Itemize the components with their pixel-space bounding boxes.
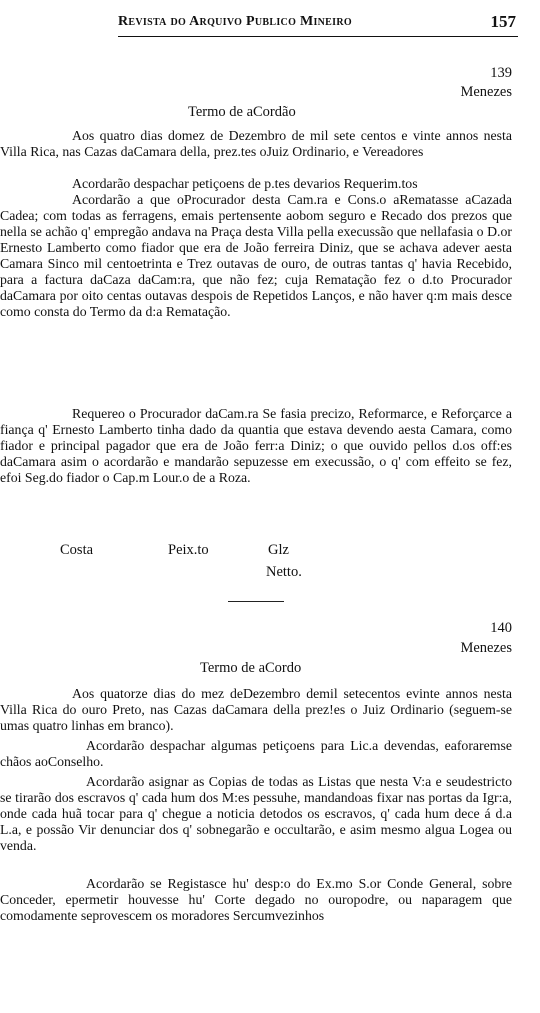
running-title: Revista do Arquivo Publico Mineiro [118,14,352,29]
paragraph [0,686,512,734]
paragraph-text: Acordarão se Registasce hu' desp:o do Ex.mo S.or Conde General, sobre Conceder, epermetir houvesse hu' Corte degado no ouropodre, ou naparagem que comodamente seprovescem os moradores Sercumvezinhos [0,876,512,923]
signature-name: Netto. [266,564,302,580]
paragraph-text: Acordarão a que oProcurador desta Cam.ra e Cons.o aRematasse aCazada Cadea; com todas as ferragens, emais pertensente aobom seguro e Recado dos prezos que nella se achão q' empregão andava na Praça desta Villa pella execussão que nellafasia o D.or Ernesto Lamberto como fiador que era de João ferreira Diniz, que se achava adever aesta Camara Sinco mil centoetrinta e Trez outavas de ouro, de outras tantas q' havia Recebido, para a factura daCaza daCam:ra, que não fez; cuja Rematação fez o d.to Procurador daCamara por oito centas outavas despois de Repetidos Lanços, e não haver q:m mais desce como consta do Termo da d:a Rematação. [0,192,512,319]
paragraph-text: Aos quatro dias domez de Dezembro de mil sete centos e vinte annos nesta Villa Rica, nas Cazas daCamara della, prez.tes oJuiz Ordinario, e Vereadores [0,128,512,159]
entry-number: 139 [490,65,512,81]
paragraph-text: Acordarão despachar petiçoens de p.tes devarios Requerim.tos [72,176,418,191]
page-number: 157 [490,12,516,31]
paragraph [0,192,512,400]
paragraph [0,406,512,518]
section-divider [228,601,284,602]
running-header [118,10,518,37]
signature-name: Costa [60,542,94,558]
entry-title: Termo de aCordo [200,660,302,676]
paragraph [0,738,512,770]
paragraph [0,176,512,192]
entry-number: 140 [490,620,512,636]
entry-name: Menezes [460,640,512,656]
signature-name: Peix.to [168,542,209,558]
paragraph-text: Requereo o Procurador daCam.ra Se fasia precizo, Reformarce, e Reforçarce a fiança q' Ernesto Lamberto tinha dado da quantia que estava devendo aesta Camara, como fiador e principal pagador que era de João ferr:a Diniz; o que ouvido pellos d.os off:es daCamara asim o acordarão e mandarão sepuzesse em execussão, o q' com effeito se fez, efoi Seg.do fiador o Cap.m Lour.o de a Roza. [0,406,512,485]
paragraph [0,128,512,176]
entry-name: Menezes [460,84,512,100]
paragraph-text: Acordarão asignar as Copias de todas as Listas que nesta V:a e seudestricto se tirarão dos escravos q' cada hum dos M:es pessuhe, mandandoas fixar nas portas da Igr:a, onde cada huã tocar para q' chegue a noticia detodos os escravos, q' cada hum dece á d.a L.a, e possão Vir denunciar dos q' sobnegarão e occultarão, e asim mesmo algua Logea ou venda. [0,774,512,853]
paragraph [0,774,512,870]
paragraph [0,876,512,924]
paragraph-text: Acordarão despachar algumas petiçoens para Lic.a devendas, eaforaremse chãos aoConselho. [0,738,512,769]
signature-name: Glz [268,542,289,558]
entry-title: Termo de aCordão [188,104,296,120]
paragraph-text: Aos quatorze dias do mez deDezembro demil setecentos evinte annos nesta Villa Rica do ouro Preto, nas Cazas daCamara della prez!es o Juiz Ordinario (seguem-se umas quatro linhas em branco). [0,686,512,733]
